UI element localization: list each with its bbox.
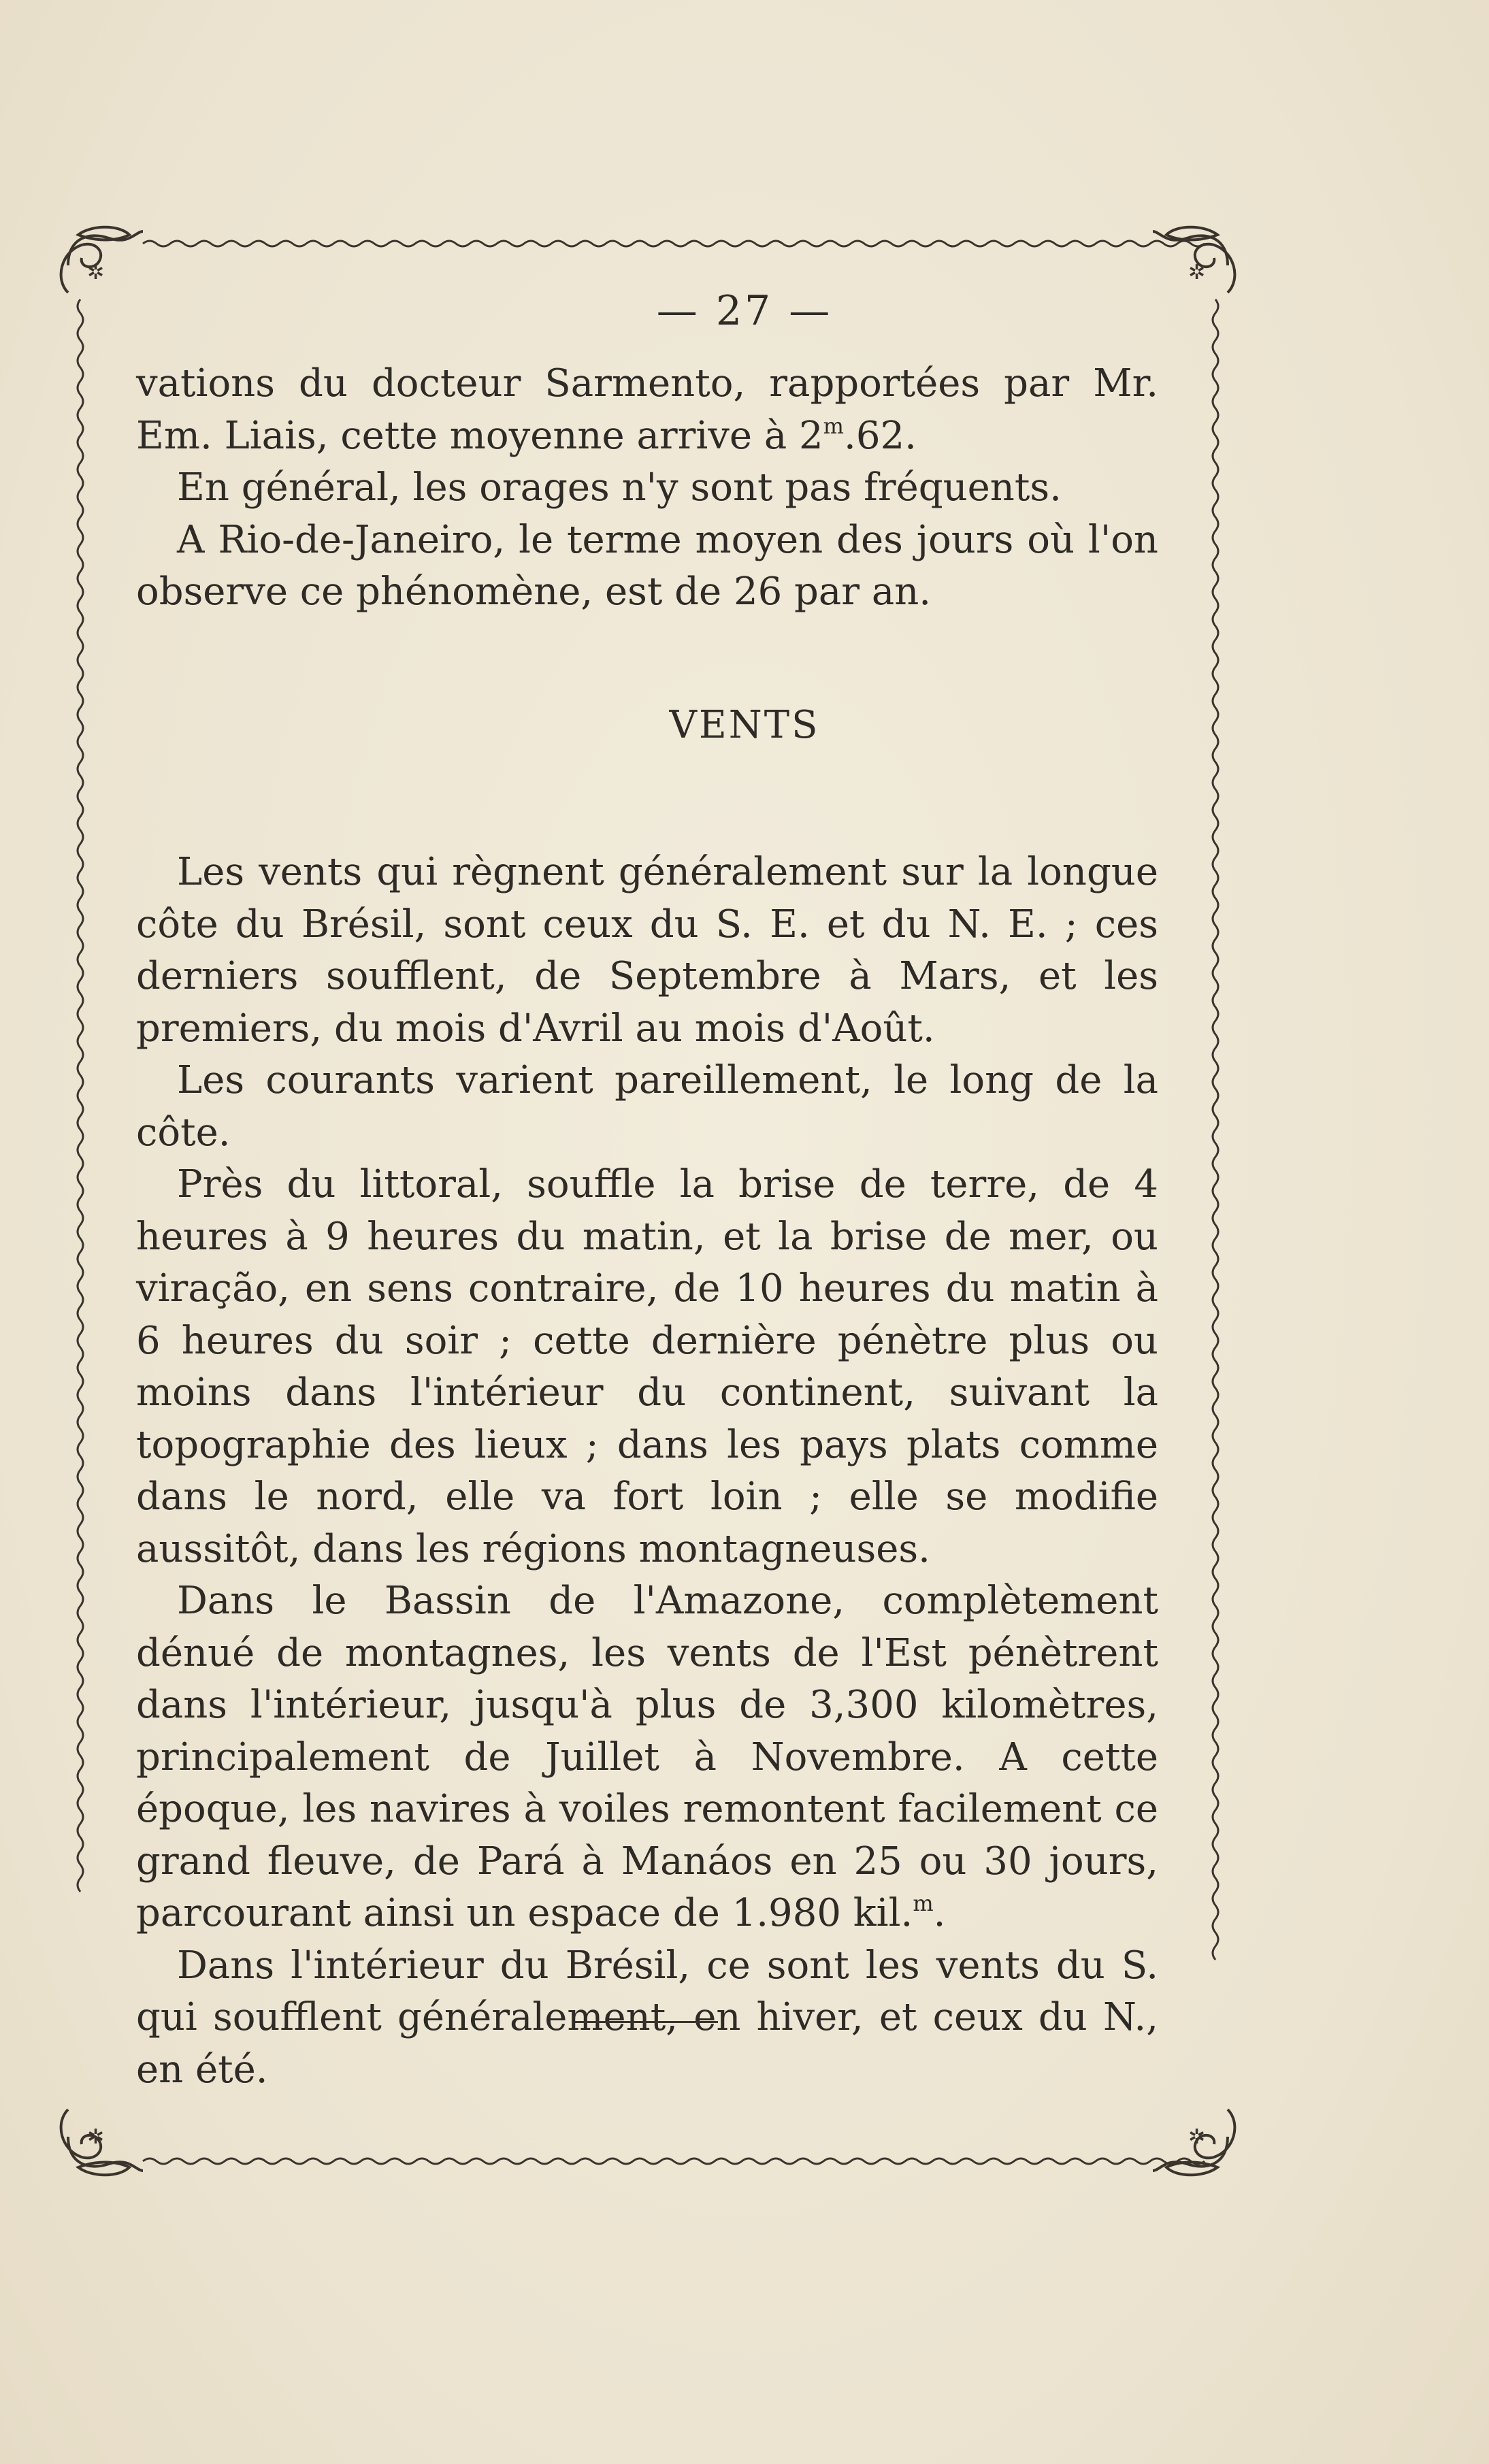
page-number: — 27 — <box>656 287 833 335</box>
svg-text:✲: ✲ <box>1188 261 1206 284</box>
paragraph-amazone <box>136 1575 1158 1940</box>
intro-text <box>136 358 1158 619</box>
paragraph-tail: . <box>933 1891 946 1935</box>
superscript-metres: m <box>913 1890 934 1916</box>
section-title: VENTS <box>669 703 820 747</box>
svg-text:✲: ✲ <box>87 2125 105 2149</box>
corner-ornament-top-right-icon <box>1153 227 1234 293</box>
paragraph: A Rio-de-Janeiro, le terme moyen des jours où l'on observe ce phénomène, est de 26 par an. <box>136 517 1158 614</box>
paragraph: Les vents qui règnent généralement sur la longue côte du Brésil, sont ceux du S. E. et du N. E. ; ces derniers soufflent, de Septembre à Mars, et les premiers, du mois d'Avril au mois d'Août. <box>136 850 1158 1051</box>
paragraph: En général, les orages n'y sont pas fréquents. <box>177 465 1062 510</box>
left-border-line <box>78 299 83 1892</box>
superscript-metres: m <box>823 412 845 439</box>
right-border-line <box>1213 299 1218 1960</box>
corner-ornament-bottom-right-icon <box>1153 2109 1234 2175</box>
paragraph-text: Dans le Bassin de l'Amazone, complètement dénué de montagnes, les vents de l'Est pénètrent dans l'intérieur, jusqu'à plus de 3,300 kilomètres, principalement de Juillet à Novembre. A cette époque, les navires à voiles remontent facilement ce grand fleuve, de Pará à Manáos en 25 ou 30 jours, parcourant ainsi un espace de 1.980 kil. <box>136 1579 1158 1935</box>
end-rule <box>575 2021 718 2023</box>
paragraph-continued <box>136 358 1158 462</box>
svg-text:✲: ✲ <box>87 261 105 284</box>
bottom-border-line <box>143 2158 1205 2164</box>
paragraph-tail: .62. <box>844 413 917 458</box>
paragraph: Dans l'intérieur du Brésil, ce sont les vents du S. qui soufflent généralement, en hiver, et ceux du N., en été. <box>136 1943 1158 2092</box>
paragraph: Près du littoral, souffle la brise de terre, de 4 heures à 9 heures du matin, et la brise de mer, ou viração, en sens contraire, de 10 heures du matin à 6 heures du soir ; cette dernière pénètre plus ou moins dans l'intérieur du continent, suivant la topographie des lieux ; dans les pays plats comme dans le nord, elle va fort loin ; elle se modifie aussitôt, dans les régions montagneuses. <box>136 1162 1158 1571</box>
paragraph: Les courants varient pareillement, le long de la côte. <box>136 1058 1158 1155</box>
svg-text:✲: ✲ <box>1188 2125 1206 2149</box>
corner-ornament-top-left-icon <box>61 227 143 293</box>
corner-ornament-bottom-left-icon <box>61 2109 143 2175</box>
top-border-line <box>143 241 1205 246</box>
paragraph-text: vations du docteur Sarmento, rapportées par Mr. Em. Liais, cette moyenne arrive à 2 <box>136 361 1158 458</box>
vents-text <box>136 847 1158 2096</box>
